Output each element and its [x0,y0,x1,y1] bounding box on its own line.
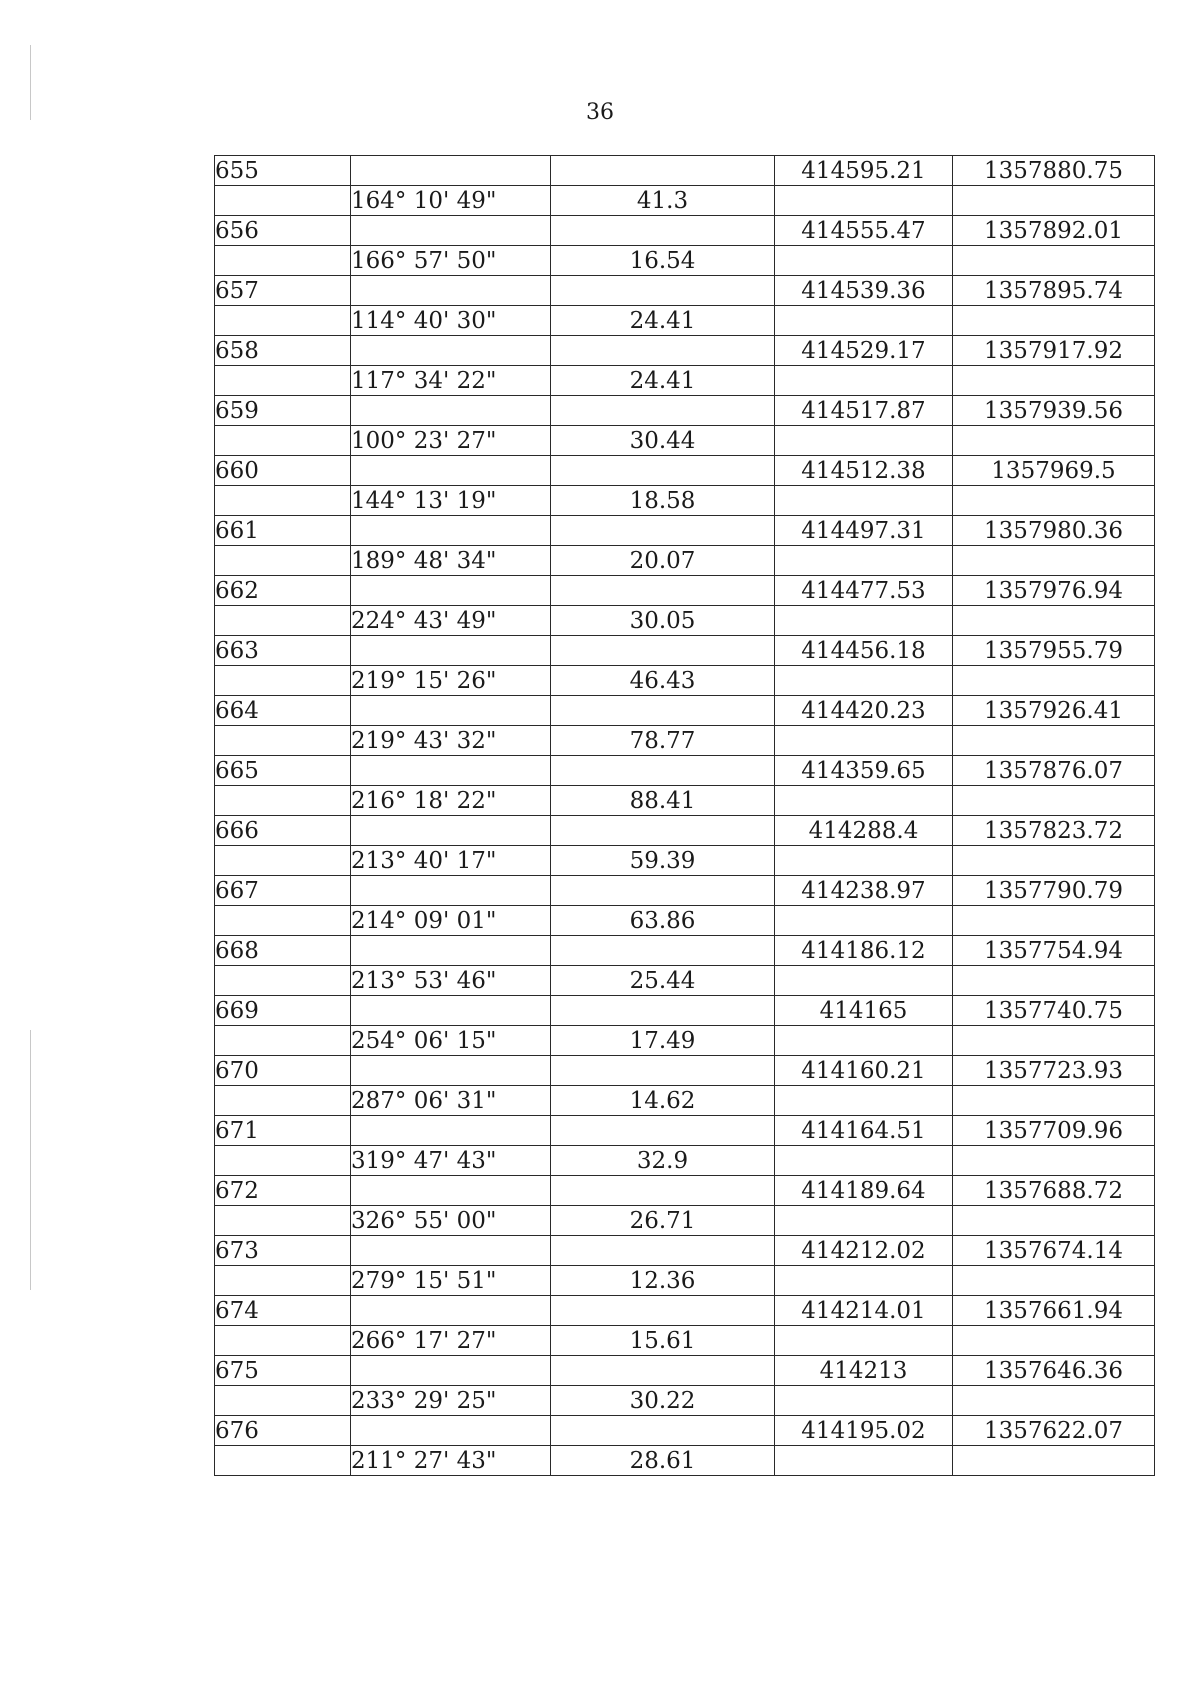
point-number-cell: 672 [215,1176,351,1206]
y-coordinate-cell [953,726,1155,756]
bearing-angle-cell [351,576,551,606]
bearing-angle-cell: 216° 18' 22" [351,786,551,816]
x-coordinate-cell [775,546,953,576]
point-row [215,156,1155,186]
distance-cell: 59.39 [551,846,775,876]
bearing-angle-cell: 114° 40' 30" [351,306,551,336]
segment-row [215,726,1155,756]
coordinates-table [214,155,1155,1476]
distance-cell: 30.05 [551,606,775,636]
x-coordinate-cell: 414456.18 [775,636,953,666]
distance-cell [551,216,775,246]
x-coordinate-cell: 414497.31 [775,516,953,546]
point-number-cell: 676 [215,1416,351,1446]
point-number-cell [215,906,351,936]
point-number-cell: 660 [215,456,351,486]
bearing-angle-cell [351,936,551,966]
x-coordinate-cell: 414359.65 [775,756,953,786]
point-number-cell [215,1026,351,1056]
bearing-angle-cell [351,1356,551,1386]
x-coordinate-cell: 414213 [775,1356,953,1386]
x-coordinate-cell: 414189.64 [775,1176,953,1206]
segment-row [215,1326,1155,1356]
y-coordinate-cell [953,1146,1155,1176]
distance-cell [551,576,775,606]
point-row [215,816,1155,846]
distance-cell: 24.41 [551,366,775,396]
bearing-angle-cell: 100° 23' 27" [351,426,551,456]
point-number-cell: 670 [215,1056,351,1086]
y-coordinate-cell: 1357917.92 [953,336,1155,366]
point-number-cell [215,1086,351,1116]
distance-cell [551,1416,775,1446]
bearing-angle-cell [351,1296,551,1326]
point-row [215,396,1155,426]
point-number-cell: 656 [215,216,351,246]
x-coordinate-cell: 414420.23 [775,696,953,726]
bearing-angle-cell: 319° 47' 43" [351,1146,551,1176]
distance-cell: 30.44 [551,426,775,456]
bearing-angle-cell [351,216,551,246]
x-coordinate-cell [775,306,953,336]
distance-cell [551,1116,775,1146]
y-coordinate-cell: 1357955.79 [953,636,1155,666]
point-row [215,1236,1155,1266]
segment-row [215,366,1155,396]
segment-row [215,966,1155,996]
distance-cell: 12.36 [551,1266,775,1296]
y-coordinate-cell [953,786,1155,816]
distance-cell [551,396,775,426]
y-coordinate-cell [953,906,1155,936]
bearing-angle-cell [351,1416,551,1446]
y-coordinate-cell [953,1326,1155,1356]
point-number-cell [215,186,351,216]
x-coordinate-cell [775,1086,953,1116]
point-row [215,1296,1155,1326]
y-coordinate-cell: 1357939.56 [953,396,1155,426]
point-number-cell: 661 [215,516,351,546]
point-number-cell: 655 [215,156,351,186]
point-number-cell: 666 [215,816,351,846]
point-number-cell: 671 [215,1116,351,1146]
x-coordinate-cell [775,1386,953,1416]
segment-row [215,1026,1155,1056]
x-coordinate-cell: 414165 [775,996,953,1026]
bearing-angle-cell [351,156,551,186]
x-coordinate-cell: 414288.4 [775,816,953,846]
distance-cell: 88.41 [551,786,775,816]
y-coordinate-cell: 1357754.94 [953,936,1155,966]
x-coordinate-cell [775,906,953,936]
x-coordinate-cell [775,1266,953,1296]
bearing-angle-cell [351,336,551,366]
x-coordinate-cell [775,1026,953,1056]
bearing-angle-cell: 213° 53' 46" [351,966,551,996]
distance-cell [551,816,775,846]
point-number-cell [215,666,351,696]
point-row [215,936,1155,966]
x-coordinate-cell: 414214.01 [775,1296,953,1326]
bearing-angle-cell: 219° 15' 26" [351,666,551,696]
point-number-cell: 657 [215,276,351,306]
distance-cell [551,636,775,666]
point-number-cell [215,846,351,876]
point-number-cell [215,1386,351,1416]
distance-cell: 15.61 [551,1326,775,1356]
x-coordinate-cell: 414539.36 [775,276,953,306]
x-coordinate-cell: 414555.47 [775,216,953,246]
point-row [215,696,1155,726]
point-number-cell [215,306,351,336]
x-coordinate-cell: 414477.53 [775,576,953,606]
x-coordinate-cell: 414512.38 [775,456,953,486]
bearing-angle-cell: 266° 17' 27" [351,1326,551,1356]
distance-cell [551,696,775,726]
segment-row [215,1206,1155,1236]
segment-row [215,546,1155,576]
segment-row [215,186,1155,216]
bearing-angle-cell: 117° 34' 22" [351,366,551,396]
x-coordinate-cell [775,666,953,696]
y-coordinate-cell: 1357895.74 [953,276,1155,306]
segment-row [215,846,1155,876]
bearing-angle-cell [351,1236,551,1266]
distance-cell [551,1176,775,1206]
segment-row [215,906,1155,936]
y-coordinate-cell [953,966,1155,996]
point-row [215,1416,1155,1446]
y-coordinate-cell [953,666,1155,696]
y-coordinate-cell [953,1386,1155,1416]
y-coordinate-cell: 1357674.14 [953,1236,1155,1266]
y-coordinate-cell [953,846,1155,876]
bearing-angle-cell: 164° 10' 49" [351,186,551,216]
distance-cell: 78.77 [551,726,775,756]
point-number-cell [215,1266,351,1296]
point-number-cell [215,786,351,816]
segment-row [215,1386,1155,1416]
distance-cell: 46.43 [551,666,775,696]
segment-row [215,1266,1155,1296]
bearing-angle-cell: 233° 29' 25" [351,1386,551,1416]
x-coordinate-cell: 414517.87 [775,396,953,426]
distance-cell [551,1356,775,1386]
x-coordinate-cell: 414160.21 [775,1056,953,1086]
x-coordinate-cell: 414186.12 [775,936,953,966]
x-coordinate-cell [775,726,953,756]
bearing-angle-cell: 211° 27' 43" [351,1446,551,1476]
y-coordinate-cell: 1357646.36 [953,1356,1155,1386]
y-coordinate-cell [953,1086,1155,1116]
y-coordinate-cell: 1357823.72 [953,816,1155,846]
x-coordinate-cell [775,606,953,636]
point-number-cell [215,546,351,576]
distance-cell: 30.22 [551,1386,775,1416]
segment-row [215,1146,1155,1176]
y-coordinate-cell [953,486,1155,516]
distance-cell: 32.9 [551,1146,775,1176]
bearing-angle-cell: 254° 06' 15" [351,1026,551,1056]
distance-cell [551,276,775,306]
point-number-cell: 659 [215,396,351,426]
point-number-cell [215,1446,351,1476]
segment-row [215,1446,1155,1476]
distance-cell [551,1056,775,1086]
y-coordinate-cell: 1357622.07 [953,1416,1155,1446]
bearing-angle-cell [351,516,551,546]
point-number-cell [215,1206,351,1236]
bearing-angle-cell [351,276,551,306]
scan-edge-mark [30,1030,31,1290]
point-number-cell: 669 [215,996,351,1026]
bearing-angle-cell [351,456,551,486]
point-row [215,876,1155,906]
distance-cell: 14.62 [551,1086,775,1116]
bearing-angle-cell: 189° 48' 34" [351,546,551,576]
bearing-angle-cell [351,1176,551,1206]
table-body [215,156,1155,1476]
x-coordinate-cell [775,1206,953,1236]
bearing-angle-cell: 287° 06' 31" [351,1086,551,1116]
point-number-cell [215,1326,351,1356]
y-coordinate-cell: 1357661.94 [953,1296,1155,1326]
point-number-cell: 664 [215,696,351,726]
point-row [215,1056,1155,1086]
bearing-angle-cell [351,816,551,846]
point-number-cell: 665 [215,756,351,786]
x-coordinate-cell: 414212.02 [775,1236,953,1266]
x-coordinate-cell: 414529.17 [775,336,953,366]
point-row [215,756,1155,786]
y-coordinate-cell [953,1026,1155,1056]
segment-row [215,1086,1155,1116]
bearing-angle-cell [351,636,551,666]
point-number-cell: 662 [215,576,351,606]
distance-cell [551,876,775,906]
bearing-angle-cell: 224° 43' 49" [351,606,551,636]
point-number-cell: 674 [215,1296,351,1326]
bearing-angle-cell: 214° 09' 01" [351,906,551,936]
distance-cell [551,456,775,486]
point-number-cell [215,486,351,516]
point-row [215,336,1155,366]
point-number-cell [215,246,351,276]
point-row [215,456,1155,486]
x-coordinate-cell [775,1326,953,1356]
y-coordinate-cell: 1357688.72 [953,1176,1155,1206]
distance-cell: 41.3 [551,186,775,216]
point-number-cell: 673 [215,1236,351,1266]
y-coordinate-cell [953,606,1155,636]
distance-cell [551,756,775,786]
point-number-cell [215,426,351,456]
point-row [215,576,1155,606]
y-coordinate-cell [953,426,1155,456]
x-coordinate-cell [775,426,953,456]
segment-row [215,786,1155,816]
point-row [215,516,1155,546]
distance-cell [551,996,775,1026]
point-number-cell: 668 [215,936,351,966]
distance-cell [551,336,775,366]
point-number-cell: 667 [215,876,351,906]
distance-cell [551,1296,775,1326]
bearing-angle-cell [351,696,551,726]
x-coordinate-cell [775,186,953,216]
distance-cell: 25.44 [551,966,775,996]
point-number-cell [215,726,351,756]
point-number-cell: 675 [215,1356,351,1386]
bearing-angle-cell: 326° 55' 00" [351,1206,551,1236]
y-coordinate-cell: 1357876.07 [953,756,1155,786]
x-coordinate-cell: 414238.97 [775,876,953,906]
bearing-angle-cell [351,996,551,1026]
y-coordinate-cell: 1357723.93 [953,1056,1155,1086]
point-row [215,276,1155,306]
distance-cell: 24.41 [551,306,775,336]
x-coordinate-cell [775,246,953,276]
point-row [215,1116,1155,1146]
y-coordinate-cell [953,366,1155,396]
point-number-cell [215,1146,351,1176]
bearing-angle-cell: 219° 43' 32" [351,726,551,756]
y-coordinate-cell: 1357926.41 [953,696,1155,726]
segment-row [215,666,1155,696]
x-coordinate-cell: 414595.21 [775,156,953,186]
y-coordinate-cell [953,1266,1155,1296]
distance-cell: 20.07 [551,546,775,576]
x-coordinate-cell [775,366,953,396]
y-coordinate-cell [953,306,1155,336]
distance-cell: 26.71 [551,1206,775,1236]
bearing-angle-cell [351,756,551,786]
y-coordinate-cell: 1357892.01 [953,216,1155,246]
x-coordinate-cell [775,486,953,516]
y-coordinate-cell: 1357709.96 [953,1116,1155,1146]
distance-cell: 28.61 [551,1446,775,1476]
segment-row [215,606,1155,636]
distance-cell: 17.49 [551,1026,775,1056]
x-coordinate-cell: 414164.51 [775,1116,953,1146]
distance-cell: 16.54 [551,246,775,276]
segment-row [215,246,1155,276]
point-row [215,996,1155,1026]
y-coordinate-cell [953,246,1155,276]
y-coordinate-cell: 1357880.75 [953,156,1155,186]
distance-cell: 63.86 [551,906,775,936]
bearing-angle-cell: 279° 15' 51" [351,1266,551,1296]
bearing-angle-cell: 213° 40' 17" [351,846,551,876]
point-row [215,1176,1155,1206]
distance-cell [551,156,775,186]
page-number: 36 [586,100,614,125]
segment-row [215,426,1155,456]
distance-cell: 18.58 [551,486,775,516]
distance-cell [551,936,775,966]
bearing-angle-cell: 166° 57' 50" [351,246,551,276]
point-number-cell [215,366,351,396]
bearing-angle-cell: 144° 13' 19" [351,486,551,516]
bearing-angle-cell [351,876,551,906]
x-coordinate-cell [775,966,953,996]
y-coordinate-cell [953,186,1155,216]
x-coordinate-cell [775,786,953,816]
point-row [215,636,1155,666]
y-coordinate-cell: 1357969.5 [953,456,1155,486]
y-coordinate-cell [953,546,1155,576]
point-row [215,216,1155,246]
bearing-angle-cell [351,396,551,426]
y-coordinate-cell: 1357740.75 [953,996,1155,1026]
distance-cell [551,1236,775,1266]
bearing-angle-cell [351,1056,551,1086]
y-coordinate-cell: 1357980.36 [953,516,1155,546]
x-coordinate-cell [775,1146,953,1176]
x-coordinate-cell [775,846,953,876]
segment-row [215,306,1155,336]
x-coordinate-cell [775,1446,953,1476]
y-coordinate-cell: 1357976.94 [953,576,1155,606]
point-number-cell: 663 [215,636,351,666]
bearing-angle-cell [351,1116,551,1146]
y-coordinate-cell [953,1206,1155,1236]
distance-cell [551,516,775,546]
point-row [215,1356,1155,1386]
point-number-cell [215,966,351,996]
y-coordinate-cell [953,1446,1155,1476]
y-coordinate-cell: 1357790.79 [953,876,1155,906]
segment-row [215,486,1155,516]
x-coordinate-cell: 414195.02 [775,1416,953,1446]
point-number-cell: 658 [215,336,351,366]
point-number-cell [215,606,351,636]
